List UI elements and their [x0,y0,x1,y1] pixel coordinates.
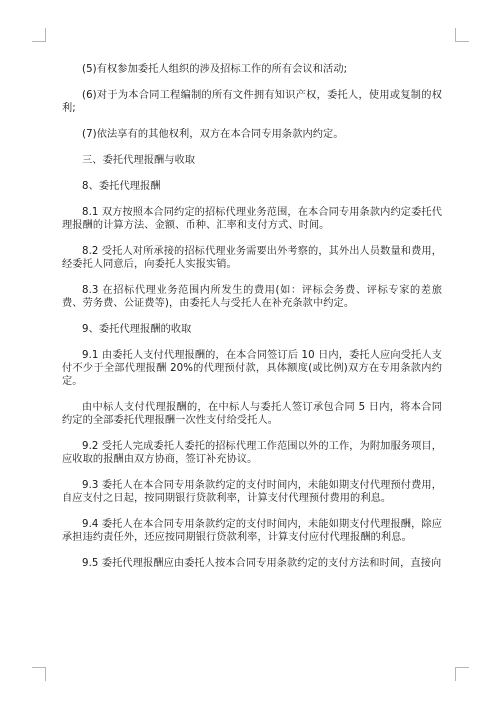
clause-9-1-continued: 由中标人支付代理报酬的，在中标人与委托人签订承包合同 5 日内，将本合同约定的全部委托代理报酬一次性支付给受托人。 [62,402,442,426]
crop-mark-bottom-left [32,667,46,668]
clause-9-1: 9.1 由委托人支付代理报酬的，在本合同签订后 10 日内，委托人应向受托人支付不少于全部代理报酬 20%的代理预付款，具体额度(或比例)双方在专用条款内约定。 [62,350,442,387]
clause-9-5: 9.5 委托代理报酬应由委托人按本合同专用条款约定的支付方法和时间，直接向 [82,558,442,569]
article-heading-8: 8、委托代理报酬 [82,181,161,192]
document-body [62,63,442,583]
clause-8-3: 8.3 在招标代理业务范围内所发生的费用(如：评标会务费、评标专家的差旅费、劳务费、公证费等)，由委托人与受托人在补充条款中约定。 [62,285,442,309]
crop-mark-bottom-right [455,667,469,668]
crop-mark-top-right [455,41,469,42]
crop-mark-top-left [45,28,46,42]
clause-8-2: 8.2 受托人对所承接的招标代理业务需要出外考察的，其外出人员数量和费用，经委托人同意后，向委托人实报实销。 [62,246,442,270]
clause-8-1: 8.1 双方按照本合同约定的招标代理业务范围，在本合同专用条款内约定委托代理报酬的计算方法、金额、币种、汇率和支付方式、时间。 [62,207,442,231]
crop-mark-top-right [455,28,456,42]
clause-9-4: 9.4 委托人在本合同专用条款约定的支付时间内，未能如期支付代理报酬，除应承担违约责任外，还应按同期银行贷款利率，计算支付应付代理报酬的利息。 [62,519,442,543]
clause-9-2: 9.2 受托人完成委托人委托的招标代理工作范围以外的工作，为附加服务项目，应收取的报酬由双方协商，签订补充协议。 [62,441,442,465]
crop-mark-bottom-left [45,667,46,681]
clause-6-right: (6)对于为本合同工程编制的所有文件拥有知识产权，委托人，使用或复制的权利; [62,90,442,114]
crop-mark-bottom-right [455,667,456,681]
crop-mark-top-left [32,41,46,42]
article-heading-9: 9、委托代理报酬的收取 [82,324,192,335]
section-heading-3: 三、委托代理报酬与收取 [82,155,196,166]
clause-9-3: 9.3 委托人在本合同专用条款约定的支付时间内，未能如期支付代理预付费用，自应支付之日起，按同期银行贷款利率，计算支付代理预付费用的利息。 [62,480,442,504]
clause-7-right: (7)依法享有的其他权利，双方在本合同专用条款内约定。 [82,129,344,140]
clause-5-right: (5)有权参加委托人组织的涉及招标工作的所有会议和活动; [82,64,348,75]
